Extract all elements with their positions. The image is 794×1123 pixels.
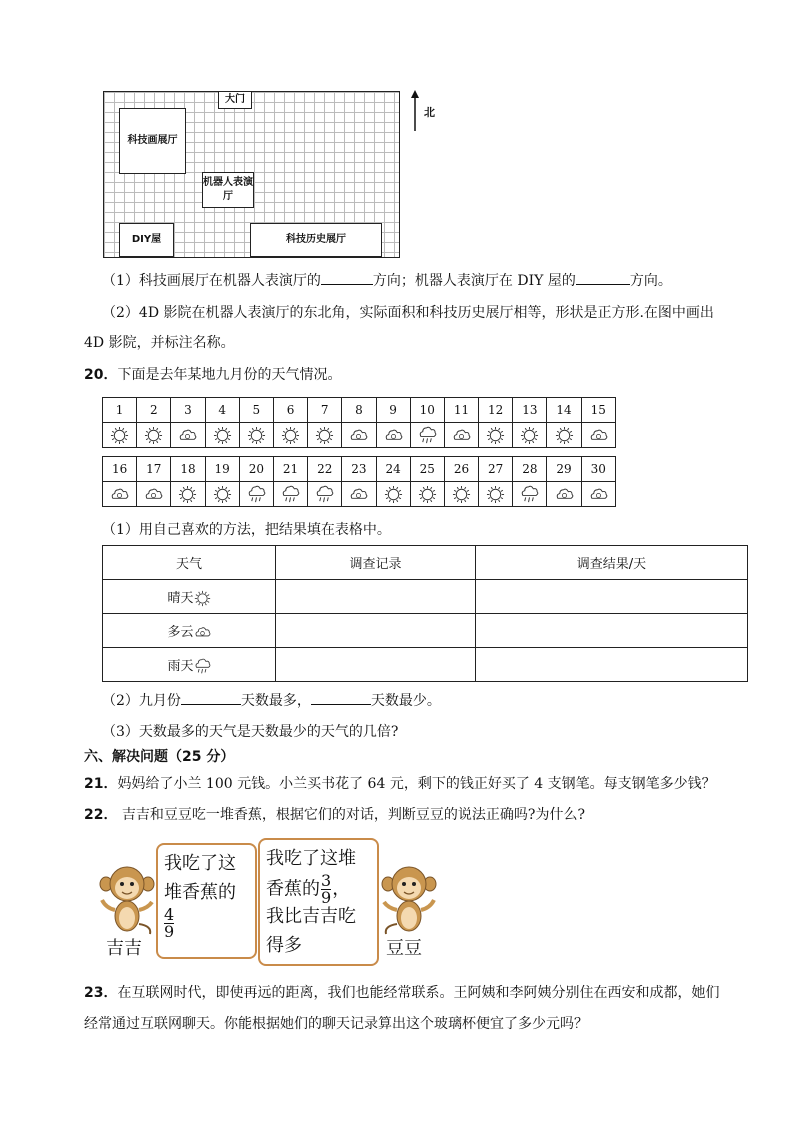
doudou-line2 <box>266 871 371 907</box>
q19-part1-text-a: （1）科技画展厅在机器人表演厅的 <box>102 273 321 289</box>
row-label: 晴天 <box>167 590 194 606</box>
calendar-day-number: 11 <box>444 398 478 423</box>
table-header: 调查记录 <box>276 546 476 580</box>
cloudy-icon <box>376 423 410 448</box>
table-header: 调查结果/天 <box>476 546 748 580</box>
row-label: 雨天 <box>167 658 194 674</box>
sunny-icon <box>479 423 513 448</box>
q21-text: 妈妈给了小兰 100 元钱。小兰买书花了 64 元，剩下的钱正好买了 4 支钢笔。每支钢笔多少钱？ <box>117 776 716 792</box>
q22-number: 22． <box>84 807 118 823</box>
calendar-day-number: 4 <box>205 398 239 423</box>
calendar-day-number: 26 <box>444 457 478 482</box>
calendar-day-number: 15 <box>581 398 615 423</box>
answer-blank[interactable] <box>321 270 373 285</box>
result-cell[interactable] <box>476 648 748 682</box>
q23-number: 23． <box>84 985 118 1001</box>
sunny-icon <box>376 482 410 507</box>
cloudy-icon <box>581 482 615 507</box>
doudou-speech-bubble <box>258 838 379 966</box>
doudou-line3: 我比吉吉吃 <box>266 906 356 927</box>
jiji-speech-bubble <box>156 843 257 959</box>
sunny-icon <box>103 423 137 448</box>
q20-number: 20． <box>84 367 118 383</box>
cloudy-icon <box>444 423 478 448</box>
jiji-name: 吉吉 <box>106 938 142 959</box>
doudou-line1: 我吃了这堆 <box>266 848 356 869</box>
table-header: 天气 <box>103 546 276 580</box>
q20-part2-text-b: 天数最多， <box>240 693 311 709</box>
answer-blank[interactable] <box>181 690 241 705</box>
rainy-icon <box>239 482 273 507</box>
calendar-day-number: 3 <box>171 398 205 423</box>
q20-part2-text-a: （2）九月份 <box>102 693 181 709</box>
doudou-line4: 得多 <box>266 935 302 956</box>
rainy-icon <box>513 482 547 507</box>
record-cell[interactable] <box>276 614 476 648</box>
cloudy-icon <box>194 625 211 640</box>
sunny-icon <box>513 423 547 448</box>
calendar-day-number: 13 <box>513 398 547 423</box>
sunny-icon <box>308 423 342 448</box>
q22 <box>84 804 585 824</box>
calendar-day-number: 8 <box>342 398 376 423</box>
calendar-day-number: 6 <box>273 398 307 423</box>
sunny-icon <box>239 423 273 448</box>
row-label: 多云 <box>167 624 194 640</box>
map-room-tech-art: 科技画展厅 <box>119 108 186 174</box>
table-row <box>103 580 748 614</box>
q19-part1-text-b: 方向；机器人表演厅在 DIY 屋的 <box>372 273 576 289</box>
calendar-day-number: 10 <box>410 398 444 423</box>
rainy-icon <box>194 659 211 674</box>
rainy-icon <box>410 423 444 448</box>
jiji-fraction <box>164 907 174 940</box>
north-arrow-icon <box>408 90 422 132</box>
q21 <box>84 773 716 793</box>
sunny-icon <box>410 482 444 507</box>
sunny-icon <box>171 482 205 507</box>
fraction-denominator: 9 <box>321 888 332 907</box>
weather-record-table <box>102 545 748 682</box>
cloudy-icon <box>581 423 615 448</box>
map-room-tech-history: 科技历史展厅 <box>250 223 382 257</box>
doudou-line2-text: 香蕉的 <box>266 878 320 900</box>
sunny-icon <box>205 423 239 448</box>
calendar-day-number: 27 <box>479 457 513 482</box>
calendar-day-number: 20 <box>239 457 273 482</box>
calendar-day-number: 12 <box>479 398 513 423</box>
calendar-day-number: 16 <box>103 457 137 482</box>
fraction-numerator: 3 <box>321 871 332 890</box>
q20-part1: （1）用自己喜欢的方法，把结果填在表格中。 <box>102 522 391 538</box>
museum-map <box>103 91 400 258</box>
section-title: 六、解决问题（25 分） <box>84 749 235 765</box>
table-header-row <box>103 546 748 580</box>
q20-heading <box>84 364 341 384</box>
doudou-line2-comma: ， <box>332 878 351 900</box>
cloudy-icon <box>342 423 376 448</box>
sunny-icon <box>205 482 239 507</box>
weather-calendar-bottom <box>102 456 616 507</box>
cloudy-icon <box>171 423 205 448</box>
cloudy-icon <box>342 482 376 507</box>
q20-title: 下面是去年某地九月份的天气情况。 <box>117 367 342 383</box>
map-room-gate: 大门 <box>218 92 252 109</box>
calendar-day-number: 22 <box>308 457 342 482</box>
rainy-icon <box>273 482 307 507</box>
jiji-line1: 我吃了这 <box>164 853 236 874</box>
sunny-icon <box>547 423 581 448</box>
calendar-day-number: 30 <box>581 457 615 482</box>
calendar-day-number: 9 <box>376 398 410 423</box>
calendar-day-number: 1 <box>103 398 137 423</box>
calendar-day-number: 17 <box>137 457 171 482</box>
record-cell[interactable] <box>276 648 476 682</box>
q20-part3: （3）天数最多的天气是天数最少的天气的几倍? <box>102 724 399 740</box>
q20-part2-text-c: 天数最少。 <box>370 693 441 709</box>
calendar-day-number: 25 <box>410 457 444 482</box>
calendar-day-number: 21 <box>273 457 307 482</box>
calendar-day-number: 7 <box>308 398 342 423</box>
q23-text-line1: 在互联网时代，即使再远的距离，我们也能经常联系。王阿姨和李阿姨分别住在西安和成都，她们 <box>117 985 720 1001</box>
fraction-numerator: 4 <box>164 905 175 924</box>
calendar-day-number: 14 <box>547 398 581 423</box>
q20-part2 <box>102 690 441 710</box>
map-room-diy: DIY屋 <box>119 223 174 257</box>
q19-part1 <box>102 270 672 290</box>
monkey-jiji-icon <box>98 864 156 936</box>
map-room-robot: 机器人表演厅 <box>202 172 254 208</box>
cloudy-icon <box>547 482 581 507</box>
result-cell[interactable] <box>476 614 748 648</box>
cloudy-icon <box>103 482 137 507</box>
sunny-icon <box>444 482 478 507</box>
jiji-line2: 堆香蕉的 <box>164 882 236 903</box>
calendar-day-number: 29 <box>547 457 581 482</box>
q23-line1 <box>84 982 719 1002</box>
sunny-icon <box>273 423 307 448</box>
cloudy-icon <box>137 482 171 507</box>
north-label: 北 <box>424 106 435 119</box>
calendar-day-number: 19 <box>205 457 239 482</box>
weather-type-rainy <box>103 648 276 682</box>
weather-type-sunny <box>103 580 276 614</box>
sunny-icon <box>194 591 211 606</box>
q19-part2-line2: 4D 影院，并标注名称。 <box>84 335 235 351</box>
table-row <box>103 648 748 682</box>
calendar-day-number: 28 <box>513 457 547 482</box>
monkey-doudou-icon <box>380 864 438 936</box>
result-cell[interactable] <box>476 580 748 614</box>
weather-type-cloudy <box>103 614 276 648</box>
rainy-icon <box>308 482 342 507</box>
answer-blank[interactable] <box>311 690 371 705</box>
sunny-icon <box>479 482 513 507</box>
q22-text: 吉吉和豆豆吃一堆香蕉，根据它们的对话，判断豆豆的说法正确吗?为什么? <box>117 807 585 823</box>
calendar-day-number: 23 <box>342 457 376 482</box>
q19-part2-line1: （2）4D 影院在机器人表演厅的东北角，实际面积和科技历史展厅相等，形状是正方形.在图中画出 <box>102 305 714 321</box>
calendar-day-number: 5 <box>239 398 273 423</box>
calendar-day-number: 24 <box>376 457 410 482</box>
table-row <box>103 614 748 648</box>
calendar-day-number: 2 <box>137 398 171 423</box>
answer-blank[interactable] <box>576 270 630 285</box>
sunny-icon <box>137 423 171 448</box>
q19-part1-text-c: 方向。 <box>629 273 672 289</box>
weather-calendar-top <box>102 397 616 448</box>
record-cell[interactable] <box>276 580 476 614</box>
q23-line2: 经常通过互联网聊天。你能根据她们的聊天记录算出这个玻璃杯便宜了多少元吗？ <box>84 1016 588 1032</box>
q21-number: 21． <box>84 776 118 792</box>
fraction-denominator: 9 <box>164 922 175 941</box>
doudou-name: 豆豆 <box>386 938 422 959</box>
calendar-day-number: 18 <box>171 457 205 482</box>
